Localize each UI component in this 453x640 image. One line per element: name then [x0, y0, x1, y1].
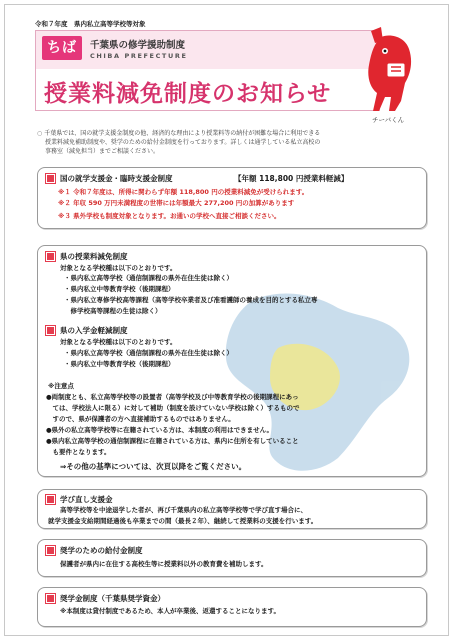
section-text-line: 高等学校等を中途退学した者が、再び千葉県内の私立高等学校等で学び直す場合に、: [60, 506, 307, 514]
notice-page: [4, 4, 449, 636]
prefecture-name-en: CHIBA PREFECTURE: [90, 52, 188, 60]
mascot-label: チーバくん: [372, 116, 405, 124]
target-item: 修学校高等課程の生徒は除く）: [64, 307, 162, 315]
target-item: ・県内私立高等学校（通信制課程の県外在住生徒は除く）: [64, 274, 233, 282]
intro-line-3: 事務室（減免担当）までご相談ください。: [45, 148, 160, 155]
target-intro-a: 対象となる学校種は以下のとおりです。: [60, 264, 177, 272]
section-title: 国の就学支援金・臨時支援金制度: [60, 174, 173, 183]
section-title: 奨学金制度（千葉県奨学資金）: [60, 594, 165, 603]
section-bullet-icon: [46, 594, 55, 603]
prefecture-tuition-section: [37, 245, 427, 477]
chiba-map-background-icon: [218, 288, 418, 477]
tuition-reduction-title: 県の授業料減免制度: [60, 252, 128, 261]
intro-line: ○ 千葉県では、国の就学支援金制度の他、経済的な理由により授業料等の納付が困難な場合に利用できる: [37, 130, 321, 137]
note-line-3: ※３ 県外学校も制度対象となります。お通いの学校へ直接ご相談ください。: [58, 212, 281, 220]
section-bullet-icon: [46, 326, 55, 335]
note-line-2: ※２ 年収 590 万円未満程度の世帯には年額最大 277,200 円の加算があります: [58, 199, 295, 207]
fiscal-year-label: 令和７年度 県内私立高等学校等対象: [35, 20, 146, 28]
caution-line: ●県外の私立高等学校等に在籍されている方は、本制度の利用はできません。: [46, 426, 274, 434]
section-title: 学び直し支援金: [60, 495, 113, 504]
section-title-amount: 【年額 118,800 円授業料軽減】: [234, 174, 349, 183]
caution-line: ●両制度とも、私立高等学校等の設置者（高等学校及び中等教育学校の後期課程にあっ: [46, 393, 299, 401]
target-item: ・県内私立専修学校高等課程（高等学校卒業者及び准看護師の養成を目的とする私立専: [64, 296, 318, 304]
see-next-page-note: ⇒その他の基準については、次頁以降をご覧ください。: [60, 462, 247, 471]
chiba-logo-badge: ちば: [42, 36, 82, 60]
scholarship-loan-section: [37, 587, 427, 627]
target-intro-b: 対象となる学校種は以下のとおりです。: [60, 338, 177, 346]
note-line-1: ※１ 令和７年度は、所得に関わらず年額 118,800 円の授業料減免が受けられます。: [58, 188, 309, 196]
system-name: 千葉県の修学援助制度: [90, 40, 186, 51]
intro-line-2: 授業料減免補助制度や、奨学のための給付金制度を行っております。詳しくは通学している私立高校の: [45, 139, 321, 146]
chiiba-kun-mascot-icon: [361, 27, 417, 113]
caution-line: ては、学校法人に限る）に対して補助（制度を設けていない学校は除く）するもので: [46, 404, 300, 412]
caution-title: ※注意点: [48, 382, 74, 390]
relearning-support-section: [37, 489, 427, 529]
section-text-line: ※本制度は貸付制度であるため、本人が卒業後、返還することになります。: [60, 607, 281, 615]
section-text-line: 就学支援金支給期間経過後も卒業までの間（最長２年）、継続して授業料の支援を行います。: [48, 517, 318, 525]
caution-line: すので、県が保護者の方へ直接補助するものではありません。: [46, 415, 235, 423]
intro-text: [37, 129, 427, 156]
section-text-line: 保護者が県内に在住する高校生等に授業料以外の教育費を補助します。: [60, 560, 268, 568]
caution-line: ●県内私立高等学校の通信制課程に在籍されている方は、県内に住所を有していること: [46, 437, 299, 445]
section-bullet-icon: [46, 546, 55, 555]
page-title: 授業料減免制度のお知らせ: [44, 81, 332, 107]
scholarship-benefit-section: [37, 539, 427, 577]
national-support-section: [37, 167, 427, 229]
target-item: ・県内私立中等教育学校（後期課程）: [64, 285, 175, 293]
caution-line: も要件となります。: [46, 448, 111, 456]
target-item: ・県内私立高等学校（通信制課程の県外在住生徒は除く）: [64, 349, 233, 357]
section-bullet-icon: [46, 174, 55, 183]
section-bullet-icon: [46, 495, 55, 504]
admission-reduction-title: 県の入学金軽減制度: [60, 326, 128, 335]
target-item: ・県内私立中等教育学校（後期課程）: [64, 360, 175, 368]
section-title: 奨学のための給付金制度: [60, 546, 143, 555]
header-banner: [35, 30, 380, 111]
header-pink-band: [36, 31, 379, 69]
section-bullet-icon: [46, 252, 55, 261]
intro-line-1: 千葉県では、国の就学支援金制度の他、経済的な理由により授業料等の納付が困難な場合に利用できる: [44, 130, 321, 137]
